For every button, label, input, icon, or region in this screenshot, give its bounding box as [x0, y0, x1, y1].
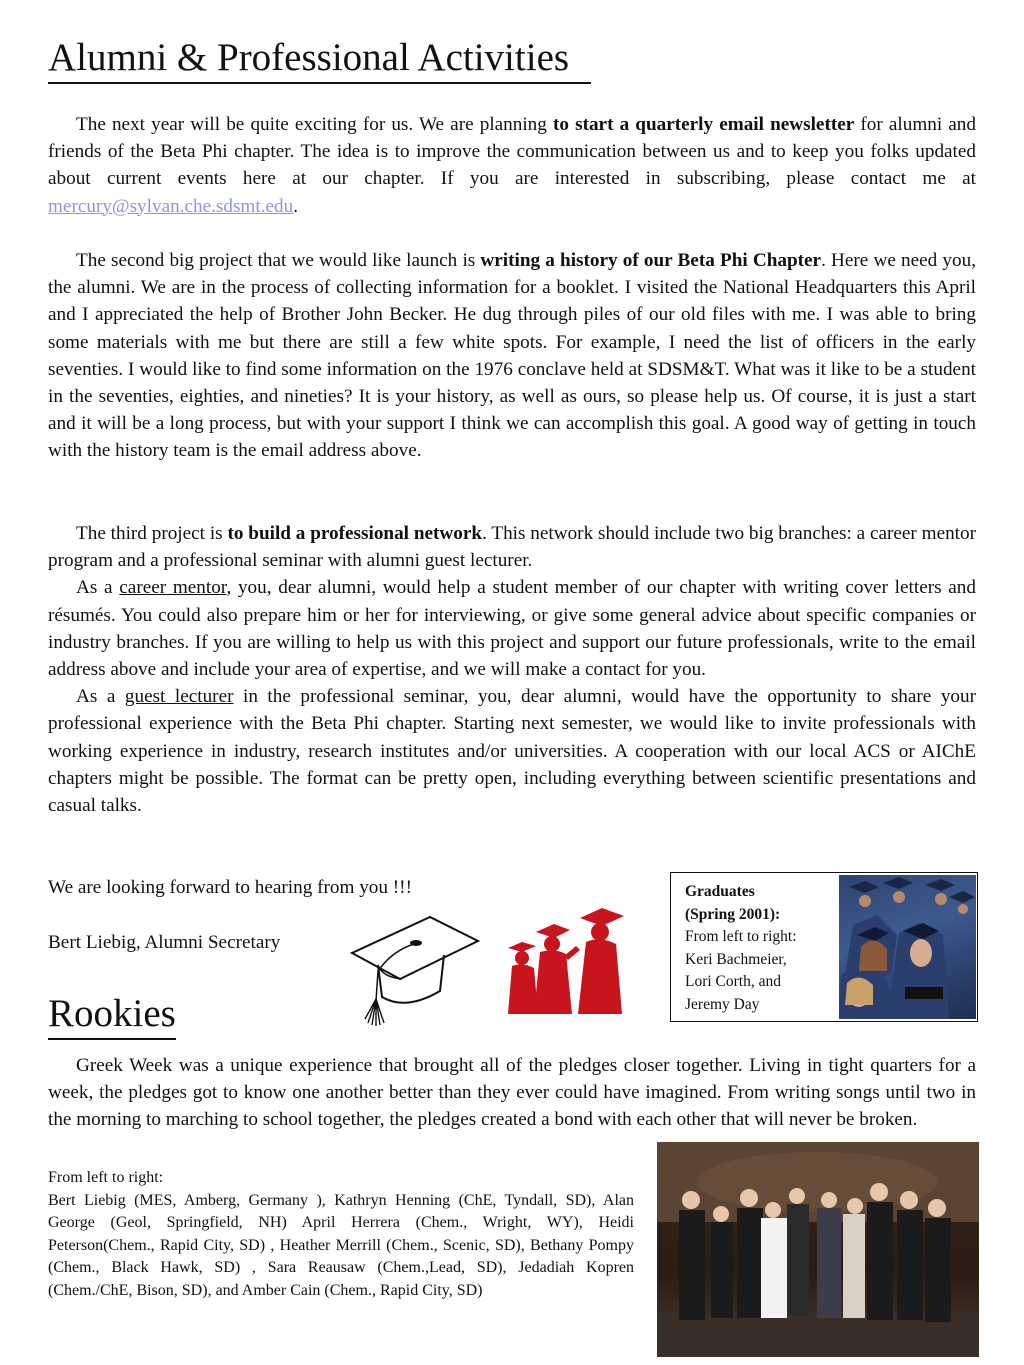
graduates-subtitle: (Spring 2001): [685, 905, 781, 923]
network-section [48, 520, 976, 819]
bold-phrase: to build a professional network [227, 523, 483, 544]
text-run: The next year will be quite exciting for us. We are planning [76, 114, 553, 135]
email-link[interactable]: mercury@sylvan.che.sdsmt.edu [48, 195, 294, 217]
text-run: The second big project that we would like launch is [76, 250, 481, 271]
text-run: As a [76, 686, 125, 708]
graduation-cap-icon [348, 913, 480, 1033]
section-heading-alumni: Alumni & Professional Activities [48, 34, 591, 84]
graduates-caption [685, 881, 837, 1017]
caption-line: Lori Corth, and [685, 973, 781, 991]
signature-line: Bert Liebig, Alumni Secretary [48, 932, 281, 953]
graduates-photo [839, 875, 976, 1019]
graduates-title: Graduates [685, 883, 755, 900]
underlined-phrase: guest lecturer [124, 686, 234, 708]
caption-line: Keri Bachmeier, [685, 950, 787, 968]
rookies-body: Greek Week was a unique experience that brought all of the pledges closer together. Living in tight quarters for a week, the pledges got to know one another better than they ever could have imagined. From writing songs until two in the morning to marching to school together, the pledges created a bond with each other that will never be broken. [48, 1055, 976, 1131]
text-run: . Here we need you, the alumni. We are in the process of collecting information for a booklet. I visited the National Headquarters this April and I appreciated the help of Brother John Becker. He dug through piles of our old files with me. I was able to bring some materials with me but there are still a few white spots. For example, I need the list of officers in the early seventies. I would like to find some information on the 1976 conclave held at SDSM&T. What was it like to be a student in the seventies, eighties, and nineties? It is your history, as well as ours, so please help us. Of course, it is just a start and it will be a long process, but with your support I think we can accomplish this goal. A good way of getting in touch with the history team is the email address above. [48, 250, 976, 462]
text-run: As a [76, 577, 120, 599]
text-run: for alumni and friends of the Beta Phi chapter. The idea is to improve the communication between us and to keep you folks updated about current events here at our chapter. If you are interested in subscribing, please contact me at [48, 114, 976, 190]
text-run: . [293, 195, 298, 217]
career-mentor-paragraph [48, 574, 976, 683]
underlined-phrase: career mentor [119, 577, 227, 599]
network-paragraph [48, 520, 976, 574]
text-run: in the professional seminar, you, dear alumni, would have the opportunity to share your professional experience with the Beta Phi chapter. Starting next semester, we would like to invite professionals with working experience in industry, research institutes and/or universities. A cooperation with our local ACS or AIChE chapters might be possible. The format can be pretty open, including everything between scientific presentations and casual talks. [48, 686, 977, 817]
closing-line: We are looking forward to hearing from you !!! [48, 877, 412, 898]
graduates-silhouette-icon [506, 906, 626, 1014]
rookies-photo [657, 1142, 979, 1357]
graduates-box [670, 872, 978, 1022]
guest-lecturer-paragraph [48, 683, 976, 819]
section-heading-rookies: Rookies [48, 990, 176, 1040]
caption-line: From left to right: [685, 928, 797, 946]
text-run: . This network should include two big branches: a career mentor program and a professional seminar with alumni guest lecturer. [48, 523, 976, 572]
history-paragraph [48, 247, 976, 465]
caption-label: From left to right: [48, 1169, 164, 1186]
bold-phrase: to start a quarterly email newsletter [553, 114, 855, 135]
rookies-paragraph [48, 1052, 976, 1134]
newsletter-paragraph [48, 111, 976, 220]
text-run: The third project is [76, 523, 228, 544]
rookies-caption [48, 1167, 634, 1303]
caption-names: Bert Liebig (MES, Amberg, Germany ), Kathryn Henning (ChE, Tyndall, SD), Alan George (Geol, Springfield, NH) April Herrera (Chem., Wright, WY), Heidi Peterson(Chem., Rapid City, SD) , Heather Merrill (Chem., Scenic, SD), Bethany Pompy (Chem., Black Hawk, SD) , Sara Reausaw (Chem.,Lead, SD), Jedadiah Kopren (Chem./ChE, Bison, SD), and Amber Cain (Chem., Rapid City, SD) [48, 1191, 634, 1299]
caption-line: Jeremy Day [685, 995, 760, 1013]
text-run: , you, dear alumni, would help a student member of our chapter with writing cover letters and résumés. You could also prepare him or her for interviewing, or give some general advice about specific companies or industry branches. If you are willing to help us with this project and support our future professionals, write to the email address above and include your area of expertise, and we will make a contact for you. [48, 577, 976, 681]
bold-phrase: writing a history of our Beta Phi Chapter [480, 250, 822, 271]
